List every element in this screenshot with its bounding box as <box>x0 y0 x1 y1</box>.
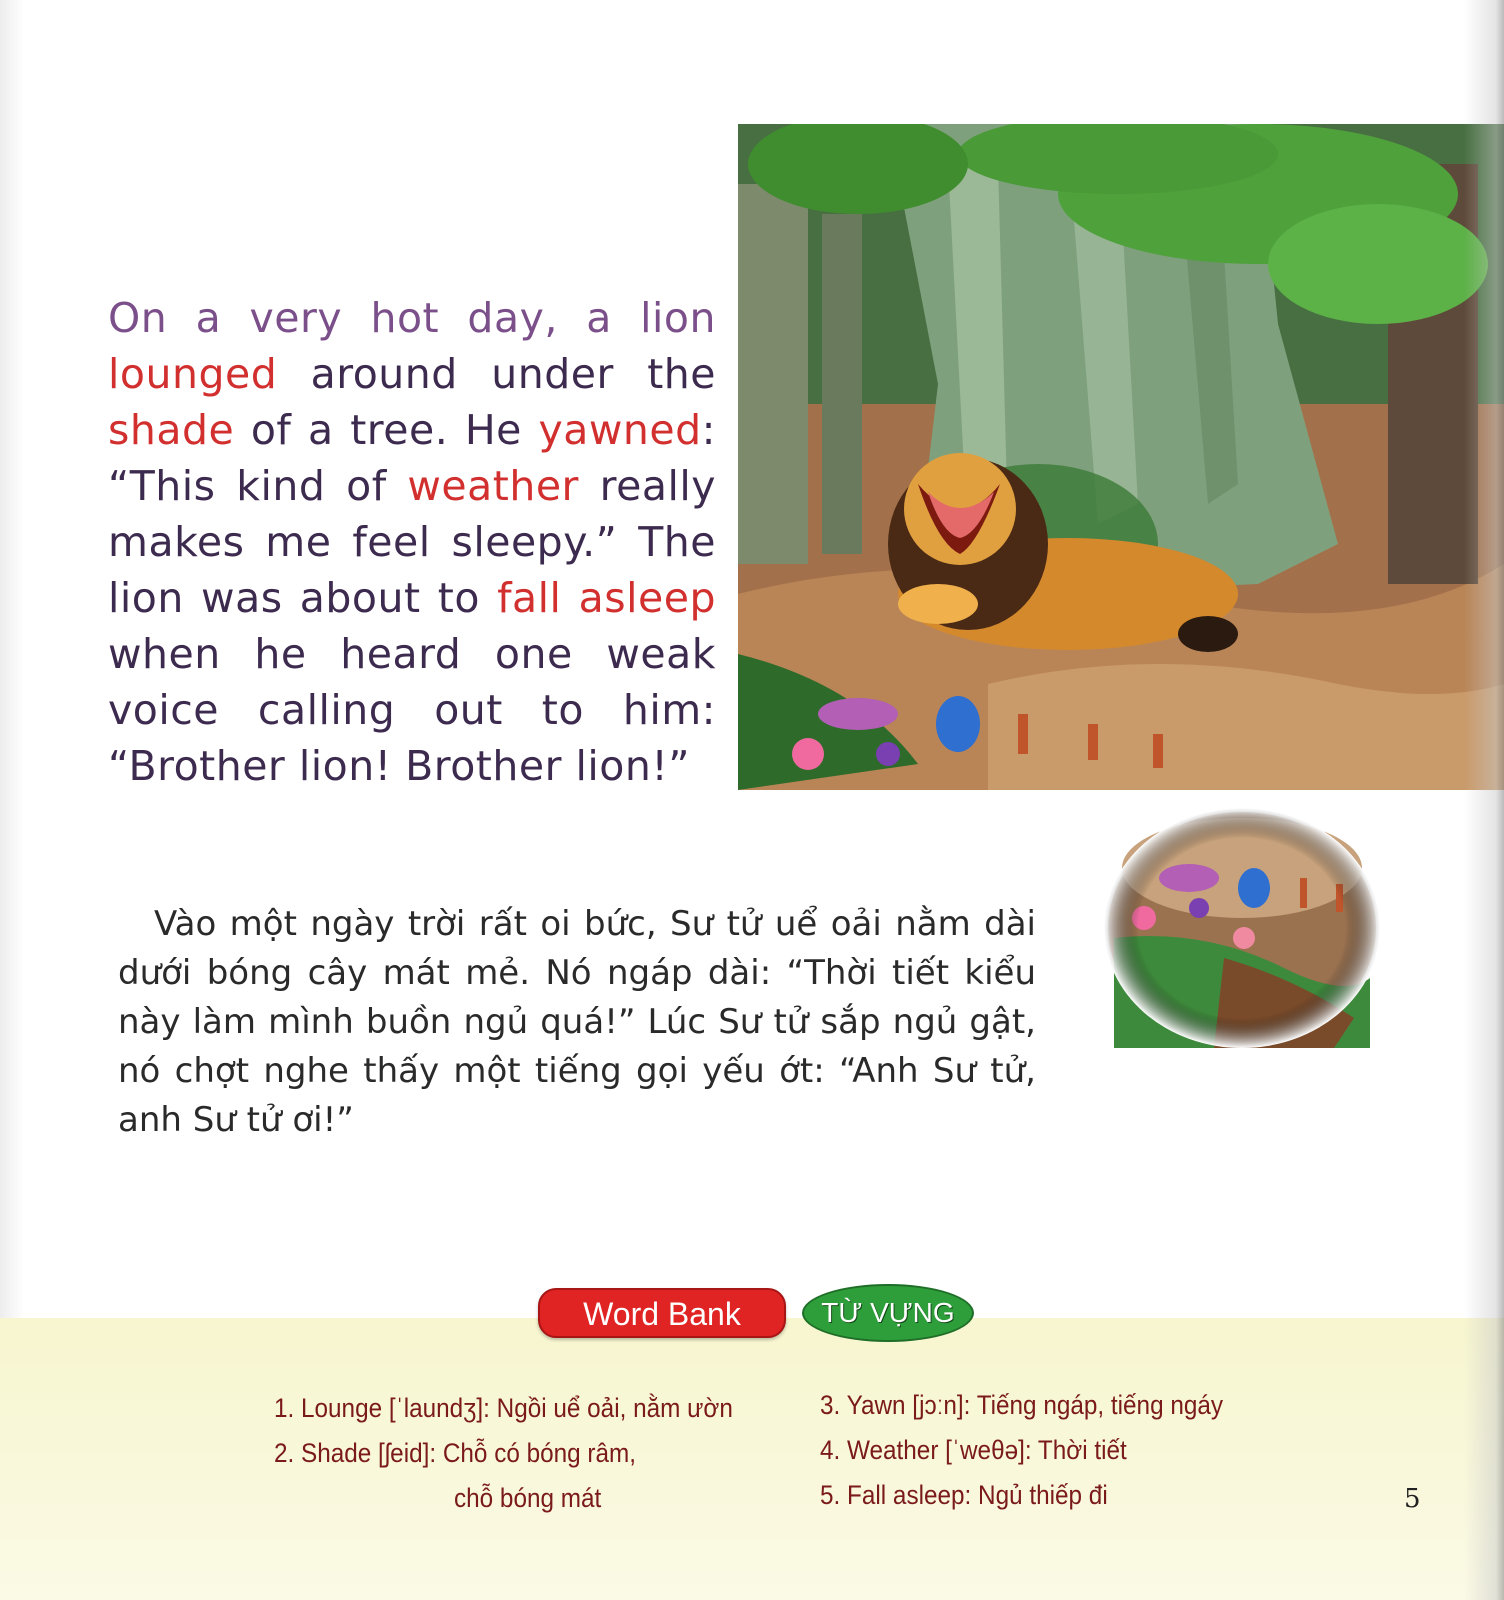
vocab-highlight-shade: shade <box>108 406 235 454</box>
vocab-item: 2. Shade [ʃeid]: Chỗ có bóng râm, <box>274 1438 637 1468</box>
story-en-text: : “This kind of <box>108 406 716 510</box>
birds-vignette-illustration <box>1104 808 1380 1048</box>
story-en-text: of a tree. He <box>234 406 539 454</box>
lion-forest-illustration <box>738 124 1504 790</box>
page-number: 5 <box>1404 1484 1421 1514</box>
vocab-highlight-fall-asleep: fall asleep <box>497 574 716 622</box>
vocab-list-left <box>274 1386 778 1521</box>
page-edge-shadow <box>1464 0 1504 1600</box>
story-en-text: when he heard one weak voice calling out to him: “Brother lion! Brother lion!” <box>108 630 716 790</box>
vocab-item: 5. Fall asleep: Ngủ thiếp đi <box>820 1480 1108 1510</box>
vocab-item-continuation: chỗ bóng mát <box>454 1483 602 1513</box>
vocab-highlight-lounged: lounged <box>108 350 278 398</box>
story-en-text: On a very hot day, a lion <box>108 294 716 342</box>
vocab-highlight-weather: weather <box>407 462 579 510</box>
word-bank-label: Word Bank <box>538 1288 786 1338</box>
vocab-item: 1. Lounge [ˈlaundʒ]: Ngồi uể oải, nằm ườn <box>274 1393 733 1423</box>
story-english <box>108 290 716 794</box>
tu-vung-label: TỪ VỰNG <box>802 1284 974 1342</box>
story-vietnamese: Vào một ngày trời rất oi bức, Sư tử uể oải nằm dài dưới bóng cây mát mẻ. Nó ngáp dài: “Thời tiết kiểu này làm mình buồn ngủ quá!” Lúc Sư tử sắp ngủ gật, nó chợt nghe thấy một tiếng gọi yếu ớt: “Anh Sư tử, anh Sư tử ơi!” <box>118 904 1036 1140</box>
vocab-item: 3. Yawn [jɔːn]: Tiếng ngáp, tiếng ngáy <box>820 1390 1224 1420</box>
vocab-item: 4. Weather [ˈweθə]: Thời tiết <box>820 1435 1127 1465</box>
vocab-highlight-yawned: yawned <box>538 406 702 454</box>
story-en-text: really makes me feel sleepy.” The lion was about to <box>108 462 716 622</box>
story-en-text: around under the <box>277 350 716 398</box>
vocab-list-right <box>820 1383 1288 1518</box>
